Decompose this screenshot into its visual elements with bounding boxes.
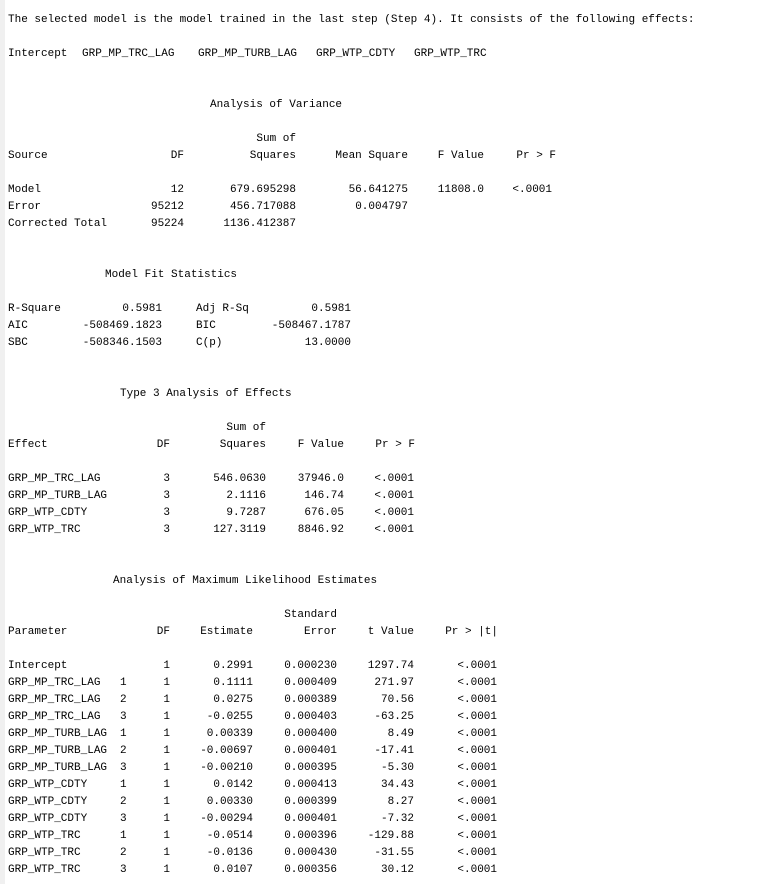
mle-cell-param: GRP_WTP_TRC [8, 847, 81, 859]
mle-cell-p: <.0001 [457, 677, 497, 689]
mle-cell-se: 0.000400 [284, 728, 337, 740]
anova-cell-ss: 456.717088 [229, 201, 296, 213]
mle-cell-t: 8.49 [387, 728, 414, 740]
mle-cell-level: 2 [120, 745, 127, 757]
type3-cell-f: 37946.0 [297, 473, 344, 485]
fit-value: 13.0000 [304, 337, 351, 349]
mle-cell-t: -17.41 [374, 745, 414, 757]
mle-cell-df: 1 [163, 694, 170, 706]
mle-cell-est: -0.0255 [206, 711, 253, 723]
anova-cell-df: 95212 [150, 201, 184, 213]
mle-cell-level: 1 [120, 677, 127, 689]
fit-value: -508346.1503 [82, 337, 162, 349]
mle-cell-param: GRP_MP_TURB_LAG [8, 762, 108, 774]
fit-value: 0.5981 [122, 303, 162, 315]
type3-cell-effect: GRP_WTP_CDTY [8, 507, 88, 519]
mle-cell-p: <.0001 [457, 762, 497, 774]
mle-cell-p: <.0001 [457, 796, 497, 808]
mle-cell-se: 0.000430 [284, 847, 337, 859]
anova-header-p: Pr > F [516, 150, 556, 162]
mle-cell-param: GRP_MP_TURB_LAG [8, 728, 108, 740]
fit-label: AIC [8, 320, 28, 332]
type3-cell-effect: GRP_MP_TRC_LAG [8, 473, 101, 485]
type3-cell-p: <.0001 [374, 507, 414, 519]
mle-cell-p: <.0001 [457, 694, 497, 706]
type3-cell-f: 8846.92 [297, 524, 344, 536]
mle-cell-t: -5.30 [380, 762, 414, 774]
anova-cell-ms: 56.641275 [348, 184, 408, 196]
mle-cell-level: 2 [120, 694, 127, 706]
mle-cell-level: 1 [120, 830, 127, 842]
anova-header-f: F Value [437, 150, 484, 162]
mle-cell-param: Intercept [8, 660, 68, 672]
type3-cell-p: <.0001 [374, 473, 414, 485]
mle-cell-level: 1 [120, 779, 127, 791]
mle-cell-t: 70.56 [380, 694, 414, 706]
mle-cell-p: <.0001 [457, 728, 497, 740]
type3-header-f: F Value [297, 439, 344, 451]
mle-cell-se: 0.000396 [284, 830, 337, 842]
anova-cell-df: 12 [170, 184, 184, 196]
anova-cell-f: 11808.0 [437, 184, 484, 196]
type3-title: Type 3 Analysis of Effects [120, 388, 292, 400]
mle-cell-df: 1 [163, 847, 170, 859]
fit-label: C(p) [196, 337, 223, 349]
mle-cell-est: 0.2991 [213, 660, 253, 672]
mle-cell-param: GRP_MP_TRC_LAG [8, 677, 101, 689]
type3-header-p: Pr > F [375, 439, 415, 451]
mle-cell-df: 1 [163, 864, 170, 876]
fit-title: Model Fit Statistics [105, 269, 238, 281]
type3-cell-ss: 9.7287 [226, 507, 266, 519]
mle-cell-level [120, 658, 130, 675]
type3-cell-ss: 546.0630 [213, 473, 266, 485]
type3-cell-p: <.0001 [374, 490, 414, 502]
mle-header-se-top: Standard [284, 609, 337, 621]
anova-cell-source: Corrected Total [8, 218, 108, 230]
mle-cell-est: 0.0275 [213, 694, 253, 706]
mle-cell-t: 34.43 [380, 779, 414, 791]
effect-item: GRP_WTP_CDTY [316, 48, 396, 60]
fit-value: -508469.1823 [82, 320, 162, 332]
anova-cell-source: Model [8, 184, 42, 196]
mle-cell-se: 0.000401 [284, 813, 337, 825]
type3-cell-p: <.0001 [374, 524, 414, 536]
mle-cell-est: -0.00697 [200, 745, 253, 757]
fit-label: BIC [196, 320, 216, 332]
mle-cell-level: 3 [120, 813, 127, 825]
type3-cell-df: 3 [163, 507, 170, 519]
mle-cell-se: 0.000395 [284, 762, 337, 774]
mle-cell-t: 8.27 [387, 796, 414, 808]
mle-cell-est: -0.00210 [200, 762, 253, 774]
effect-item: GRP_WTP_TRC [414, 48, 487, 60]
mle-cell-level: 3 [120, 711, 127, 723]
mle-cell-df: 1 [163, 762, 170, 774]
anova-cell-source: Error [8, 201, 42, 213]
anova-cell-p: <.0001 [512, 184, 552, 196]
mle-header-est: Estimate [200, 626, 253, 638]
mle-cell-se: 0.000403 [284, 711, 337, 723]
mle-cell-se: 0.000409 [284, 677, 337, 689]
mle-cell-p: <.0001 [457, 847, 497, 859]
anova-header-df: DF [170, 150, 184, 162]
anova-cell-ss: 1136.412387 [223, 218, 296, 230]
mle-cell-p: <.0001 [457, 830, 497, 842]
mle-cell-df: 1 [163, 830, 170, 842]
anova-cell-ss: 679.695298 [229, 184, 296, 196]
type3-header-df: DF [156, 439, 170, 451]
type3-header-ss: Squares [219, 439, 266, 451]
mle-cell-t: -129.88 [367, 830, 414, 842]
mle-cell-p: <.0001 [457, 864, 497, 876]
fit-label: SBC [8, 337, 28, 349]
fit-value: 0.5981 [311, 303, 351, 315]
type3-cell-ss: 127.3119 [213, 524, 266, 536]
type3-cell-ss: 2.1116 [226, 490, 266, 502]
mle-cell-param: GRP_WTP_TRC [8, 830, 81, 842]
mle-cell-df: 1 [163, 813, 170, 825]
fit-value: -508467.1787 [271, 320, 351, 332]
mle-cell-p: <.0001 [457, 711, 497, 723]
mle-cell-p: <.0001 [457, 745, 497, 757]
intro-sentence: The selected model is the model trained in the last step (Step 4). It consists of the following effects: [8, 14, 695, 26]
anova-header-source: Source [8, 150, 48, 162]
mle-cell-p: <.0001 [457, 813, 497, 825]
mle-header-param: Parameter [8, 626, 68, 638]
mle-header-p: Pr > |t| [445, 626, 498, 638]
mle-cell-est: 0.0107 [213, 864, 253, 876]
mle-cell-param: GRP_WTP_CDTY [8, 813, 88, 825]
mle-header-se: Error [303, 626, 337, 638]
mle-cell-se: 0.000389 [284, 694, 337, 706]
type3-cell-effect: GRP_MP_TURB_LAG [8, 490, 108, 502]
mle-cell-level: 2 [120, 847, 127, 859]
left-margin-bar [0, 0, 5, 884]
mle-cell-p: <.0001 [457, 779, 497, 791]
type3-cell-df: 3 [163, 524, 170, 536]
type3-cell-f: 676.05 [304, 507, 344, 519]
mle-cell-t: -7.32 [380, 813, 414, 825]
mle-cell-df: 1 [163, 677, 170, 689]
mle-cell-param: GRP_MP_TRC_LAG [8, 694, 101, 706]
mle-cell-t: 271.97 [374, 677, 414, 689]
mle-cell-df: 1 [163, 796, 170, 808]
mle-cell-se: 0.000356 [284, 864, 337, 876]
mle-title: Analysis of Maximum Likelihood Estimates [113, 575, 378, 587]
type3-header-ss-top: Sum of [226, 422, 266, 434]
mle-cell-se: 0.000399 [284, 796, 337, 808]
mle-cell-df: 1 [163, 660, 170, 672]
mle-cell-est: 0.1111 [213, 677, 253, 689]
anova-cell-df: 95224 [150, 218, 184, 230]
mle-header-t: t Value [367, 626, 414, 638]
mle-cell-se: 0.000401 [284, 745, 337, 757]
mle-cell-est: -0.0514 [206, 830, 253, 842]
anova-title: Analysis of Variance [210, 99, 343, 111]
mle-cell-est: 0.0142 [213, 779, 253, 791]
type3-cell-df: 3 [163, 473, 170, 485]
type3-cell-f: 146.74 [304, 490, 344, 502]
mle-cell-df: 1 [163, 779, 170, 791]
mle-cell-level: 3 [120, 864, 127, 876]
mle-cell-df: 1 [163, 745, 170, 757]
mle-cell-t: -63.25 [374, 711, 414, 723]
effect-item: GRP_MP_TURB_LAG [198, 48, 298, 60]
mle-cell-param: GRP_WTP_CDTY [8, 779, 88, 791]
mle-cell-est: -0.00294 [200, 813, 253, 825]
mle-cell-p: <.0001 [457, 660, 497, 672]
mle-cell-df: 1 [163, 711, 170, 723]
mle-cell-param: GRP_WTP_CDTY [8, 796, 88, 808]
effect-item: GRP_MP_TRC_LAG [82, 48, 175, 60]
fit-label: R-Square [8, 303, 61, 315]
mle-header-df: DF [156, 626, 170, 638]
mle-cell-level: 2 [120, 796, 127, 808]
mle-cell-param: GRP_WTP_TRC [8, 864, 81, 876]
type3-cell-effect: GRP_WTP_TRC [8, 524, 81, 536]
mle-cell-df: 1 [163, 728, 170, 740]
mle-cell-t: 30.12 [380, 864, 414, 876]
mle-cell-est: 0.00330 [206, 796, 253, 808]
type3-cell-df: 3 [163, 490, 170, 502]
anova-cell-ms: 0.004797 [355, 201, 408, 213]
mle-cell-est: 0.00339 [206, 728, 253, 740]
fit-label: Adj R-Sq [196, 303, 249, 315]
anova-header-ss: Squares [249, 150, 296, 162]
mle-cell-param: GRP_MP_TRC_LAG [8, 711, 101, 723]
type3-header-effect: Effect [8, 439, 48, 451]
mle-cell-t: -31.55 [374, 847, 414, 859]
mle-cell-param: GRP_MP_TURB_LAG [8, 745, 108, 757]
mle-cell-level: 1 [120, 728, 127, 740]
mle-cell-level: 3 [120, 762, 127, 774]
mle-cell-se: 0.000413 [284, 779, 337, 791]
mle-cell-se: 0.000230 [284, 660, 337, 672]
anova-header-ss-top: Sum of [256, 133, 296, 145]
mle-cell-t: 1297.74 [367, 660, 414, 672]
effect-item: Intercept [8, 48, 68, 60]
mle-cell-est: -0.0136 [206, 847, 253, 859]
anova-header-ms: Mean Square [335, 150, 408, 162]
